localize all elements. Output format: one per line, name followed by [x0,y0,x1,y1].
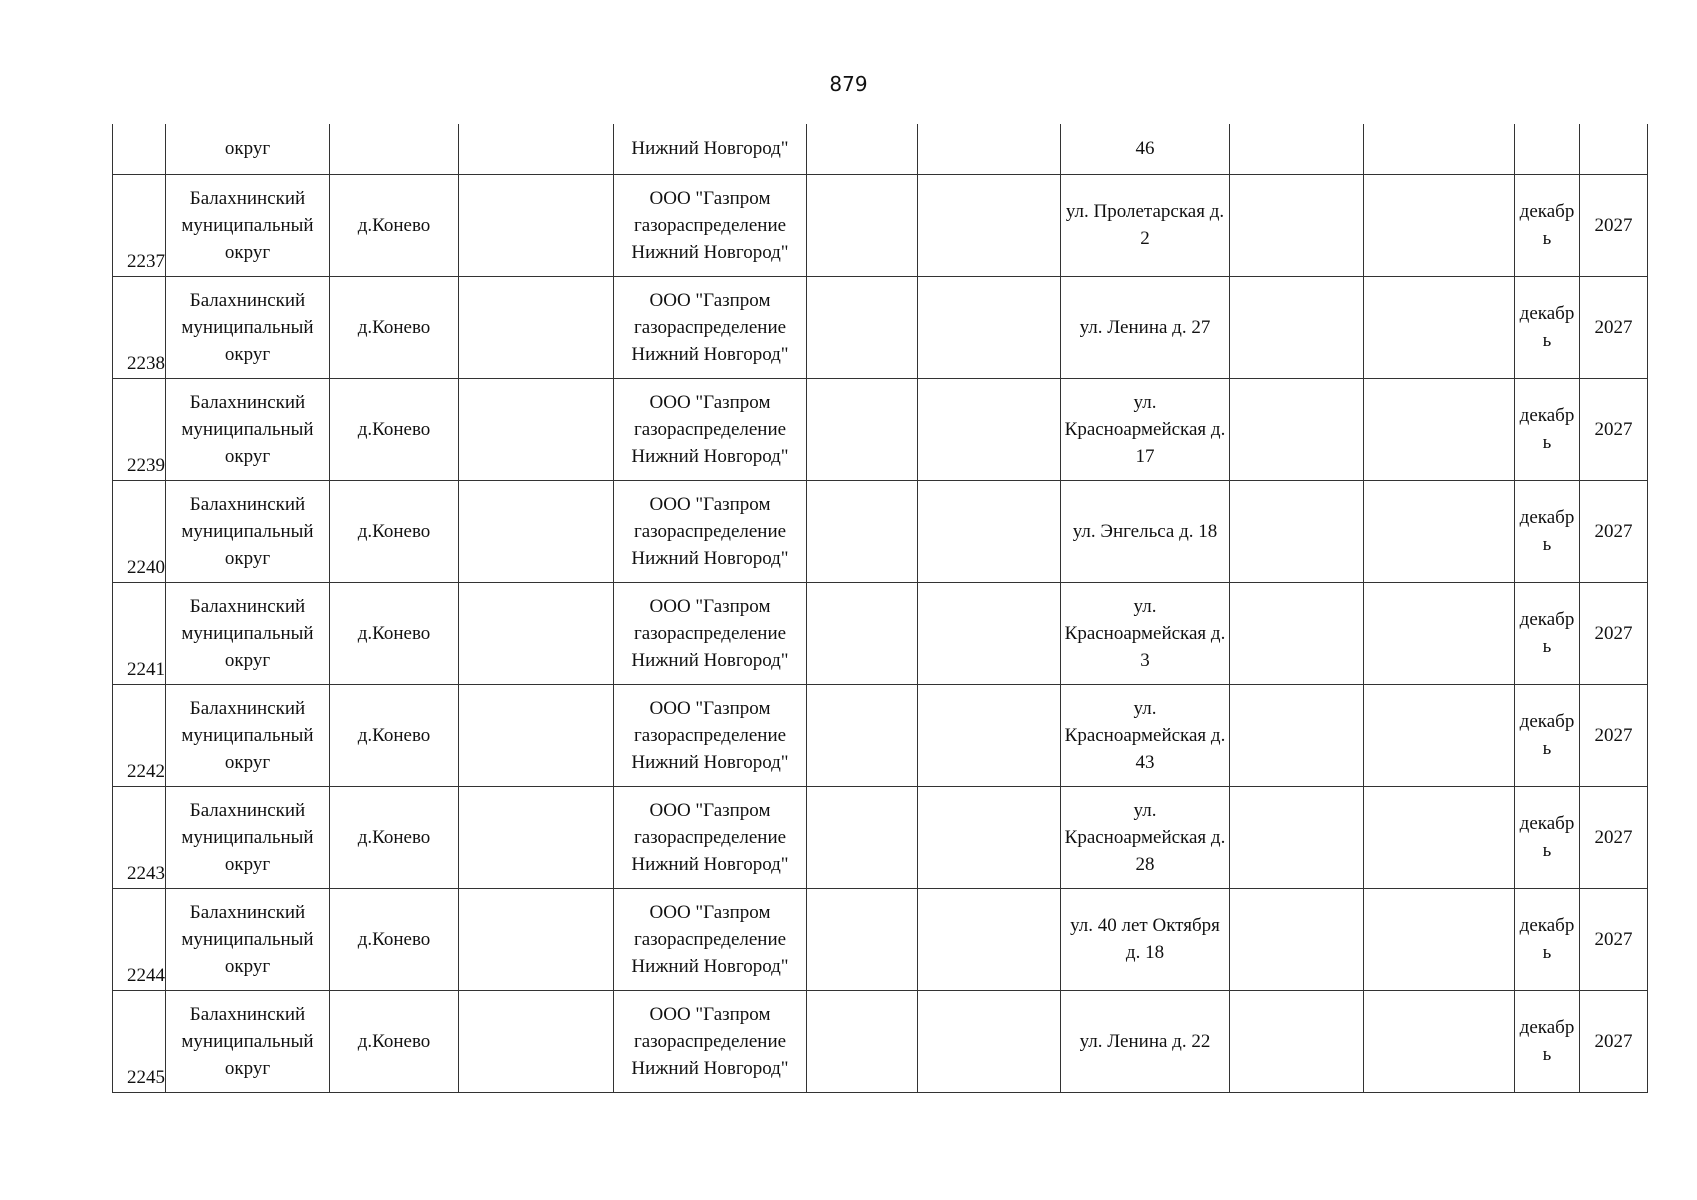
locality-cell: д.Конево [330,786,459,888]
empty-cell [1364,582,1515,684]
district-cell: Балахнинский муниципальный округ [166,888,330,990]
locality-cell: д.Конево [330,990,459,1092]
num-cell: 2245 [113,990,166,1092]
empty-cell [1230,684,1364,786]
address-cell: 46 [1061,124,1230,174]
company-cell: ООО "Газпром газораспределение Нижний Новгород" [614,888,807,990]
table-row [113,786,1648,888]
district-cell: Балахнинский муниципальный округ [166,378,330,480]
locality-cell [330,124,459,174]
empty-cell [459,582,614,684]
district-cell: Балахнинский муниципальный округ [166,276,330,378]
empty-cell [1230,888,1364,990]
locality-cell: д.Конево [330,480,459,582]
district-cell: Балахнинский муниципальный округ [166,786,330,888]
company-cell: Нижний Новгород" [614,124,807,174]
district-cell: Балахнинский муниципальный округ [166,480,330,582]
company-cell: ООО "Газпром газораспределение Нижний Новгород" [614,480,807,582]
year-cell: 2027 [1580,378,1648,480]
num-cell: 2237 [113,174,166,276]
locality-cell: д.Конево [330,378,459,480]
table-row [113,582,1648,684]
empty-cell [807,582,918,684]
year-cell: 2027 [1580,888,1648,990]
empty-cell [1230,174,1364,276]
num-cell: 2244 [113,888,166,990]
year-cell: 2027 [1580,990,1648,1092]
empty-cell [1364,480,1515,582]
address-cell: ул. Пролетарская д. 2 [1061,174,1230,276]
district-cell: Балахнинский муниципальный округ [166,684,330,786]
num-cell: 2241 [113,582,166,684]
table-row [113,276,1648,378]
address-cell: ул. Красноармейская д. 17 [1061,378,1230,480]
district-cell: Балахнинский муниципальный округ [166,174,330,276]
address-cell: ул. Ленина д. 27 [1061,276,1230,378]
empty-cell [1230,378,1364,480]
year-cell [1580,124,1648,174]
empty-cell [459,888,614,990]
num-cell: 2243 [113,786,166,888]
empty-cell [1364,276,1515,378]
district-cell: Балахнинский муниципальный округ [166,990,330,1092]
year-cell: 2027 [1580,786,1648,888]
empty-cell [807,684,918,786]
empty-cell [459,786,614,888]
year-cell: 2027 [1580,582,1648,684]
empty-cell [1230,582,1364,684]
locality-cell: д.Конево [330,684,459,786]
year-cell: 2027 [1580,480,1648,582]
empty-cell [918,888,1061,990]
year-cell: 2027 [1580,174,1648,276]
empty-cell [1364,124,1515,174]
empty-cell [807,124,918,174]
num-cell: 2240 [113,480,166,582]
empty-cell [918,786,1061,888]
num-cell: 2242 [113,684,166,786]
empty-cell [807,888,918,990]
month-cell: декабрь [1515,786,1580,888]
locality-cell: д.Конево [330,888,459,990]
empty-cell [1364,786,1515,888]
empty-cell [1364,990,1515,1092]
company-cell: ООО "Газпром газораспределение Нижний Новгород" [614,582,807,684]
table-row [113,684,1648,786]
empty-cell [807,174,918,276]
empty-cell [918,684,1061,786]
empty-cell [918,990,1061,1092]
empty-cell [459,480,614,582]
month-cell: декабрь [1515,990,1580,1092]
empty-cell [918,174,1061,276]
table-body [113,124,1648,1092]
month-cell: декабрь [1515,888,1580,990]
empty-cell [1230,786,1364,888]
address-cell: ул. Энгельса д. 18 [1061,480,1230,582]
year-cell: 2027 [1580,684,1648,786]
empty-cell [459,378,614,480]
empty-cell [807,276,918,378]
empty-cell [1230,480,1364,582]
company-cell: ООО "Газпром газораспределение Нижний Новгород" [614,276,807,378]
empty-cell [459,174,614,276]
month-cell: декабрь [1515,684,1580,786]
empty-cell [807,786,918,888]
empty-cell [918,480,1061,582]
month-cell: декабрь [1515,480,1580,582]
num-cell [113,124,166,174]
continuation-row [113,124,1648,174]
district-cell: округ [166,124,330,174]
locality-cell: д.Конево [330,582,459,684]
empty-cell [807,378,918,480]
company-cell: ООО "Газпром газораспределение Нижний Новгород" [614,990,807,1092]
table-row [113,480,1648,582]
empty-cell [1364,378,1515,480]
empty-cell [459,276,614,378]
empty-cell [1230,276,1364,378]
empty-cell [918,582,1061,684]
address-cell: ул. Красноармейская д. 28 [1061,786,1230,888]
address-cell: ул. Красноармейская д. 43 [1061,684,1230,786]
empty-cell [459,990,614,1092]
empty-cell [459,124,614,174]
empty-cell [807,480,918,582]
table-row [113,990,1648,1092]
company-cell: ООО "Газпром газораспределение Нижний Новгород" [614,684,807,786]
month-cell: декабрь [1515,276,1580,378]
page-number: 879 [829,72,868,96]
empty-cell [918,276,1061,378]
company-cell: ООО "Газпром газораспределение Нижний Новгород" [614,174,807,276]
table-row [113,888,1648,990]
empty-cell [1364,174,1515,276]
empty-cell [918,378,1061,480]
table-row [113,174,1648,276]
company-cell: ООО "Газпром газораспределение Нижний Новгород" [614,378,807,480]
num-cell: 2239 [113,378,166,480]
empty-cell [1230,990,1364,1092]
empty-cell [807,990,918,1092]
company-cell: ООО "Газпром газораспределение Нижний Новгород" [614,786,807,888]
month-cell: декабрь [1515,378,1580,480]
empty-cell [459,684,614,786]
empty-cell [918,124,1061,174]
address-cell: ул. 40 лет Октября д. 18 [1061,888,1230,990]
empty-cell [1364,888,1515,990]
num-cell: 2238 [113,276,166,378]
address-cell: ул. Красноармейская д. 3 [1061,582,1230,684]
locality-cell: д.Конево [330,276,459,378]
empty-cell [1230,124,1364,174]
locality-cell: д.Конево [330,174,459,276]
year-cell: 2027 [1580,276,1648,378]
empty-cell [1364,684,1515,786]
district-cell: Балахнинский муниципальный округ [166,582,330,684]
month-cell: декабрь [1515,582,1580,684]
schedule-table [112,124,1648,1093]
month-cell [1515,124,1580,174]
table-row [113,378,1648,480]
address-cell: ул. Ленина д. 22 [1061,990,1230,1092]
month-cell: декабрь [1515,174,1580,276]
